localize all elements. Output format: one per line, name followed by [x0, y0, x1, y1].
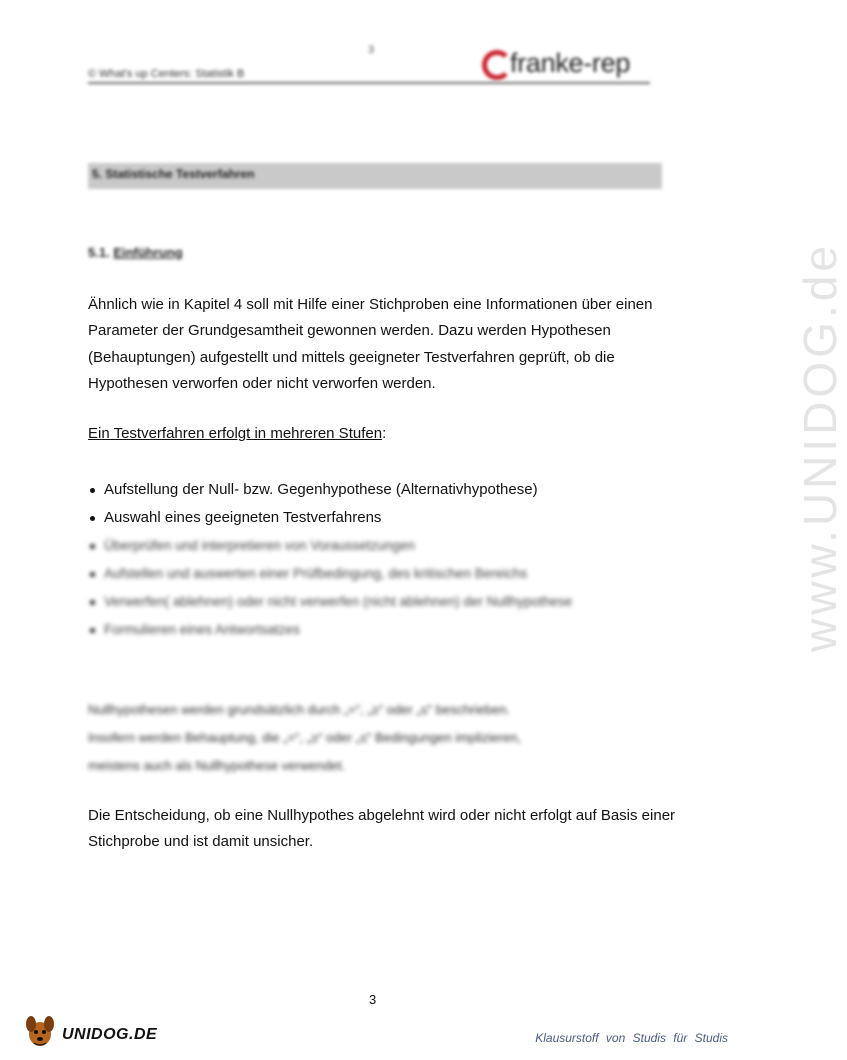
list-item-text: Überprüfen und interpretieren von Voraussetzungen: [104, 538, 415, 553]
list-item-text: Verwerfen( ablehnen) oder nicht verwerfen (nicht ablehnen) der Nullhypothese: [104, 594, 573, 609]
decision-paragraph: Die Entscheidung, ob eine Nullhypothes abgelehnt wird oder nicht erfolgt auf Basis einer Stichprobe und ist damit unsicher.: [88, 807, 676, 851]
stages-list: [88, 477, 572, 645]
paragraph-line: Insofern werden Behauptung, die „=“, „≥“ oder „≤“ Bedingungen implizieren,: [88, 730, 522, 745]
list-item-text: Auswahl eines geeigneten Testverfahrens: [104, 509, 382, 526]
bullet-icon: [90, 516, 95, 521]
list-item: [88, 477, 572, 505]
list-item: [88, 617, 572, 645]
list-item-text: Formulieren eines Antwortsatzes: [104, 622, 300, 637]
list-item: [88, 505, 572, 533]
stages-label-colon: :: [382, 425, 387, 442]
section-title: 5. Statistische Testverfahren: [92, 167, 255, 181]
footer-slogan: Klausurstoff von Studis für Studis: [535, 1031, 728, 1045]
paragraph-line: meistens auch als Nullhypothese verwendet.: [88, 758, 346, 773]
dog-icon: [24, 1014, 56, 1048]
subsection-heading: [88, 245, 183, 260]
null-hypothesis-paragraph: [88, 696, 648, 780]
list-item-text: Aufstellung der Null- bzw. Gegenhypothese (Alternativhypothese): [104, 481, 538, 498]
unidog-brand-text: UNIDOG.DE: [62, 1026, 158, 1043]
list-item: [88, 561, 572, 589]
bullet-icon: [90, 572, 95, 577]
logo-text: franke-rep: [510, 48, 631, 78]
header-copyright-text: © What's up Centers: Statistik B: [88, 68, 245, 80]
franke-rep-logo: [480, 48, 655, 84]
list-item: [88, 533, 572, 561]
list-item: [88, 589, 572, 617]
paragraph-line: Nullhypothesen werden grundsätzlich durch „=“, „≥“ oder „≤“ beschrieben.: [88, 702, 511, 717]
subsection-number: 5.1.: [88, 245, 110, 260]
page-number: 3: [369, 992, 377, 1007]
stages-label-text: Ein Testverfahren erfolgt in mehreren Stufen: [88, 425, 383, 442]
intro-paragraph: Ähnlich wie in Kapitel 4 soll mit Hilfe einer Stichproben eine Informationen über einen Parameter der Grundgesamtheit gewonnen werden. Dazu werden Hypothesen (Behauptungen) aufgestellt und mittels geeigneter Testverfahren geprüft, ob die Hypothesen verworfen oder nicht verworfen werden.: [88, 296, 653, 392]
unidog-logo: [22, 1012, 172, 1052]
bullet-icon: [90, 628, 95, 633]
bullet-icon: [90, 600, 95, 605]
stages-label: [88, 425, 386, 442]
section-heading-bar: [88, 163, 662, 189]
bullet-icon: [90, 544, 95, 549]
bullet-icon: [90, 488, 95, 493]
header-divider: [88, 82, 650, 84]
unidog-watermark: www.UNIDOG.de: [794, 242, 846, 652]
list-item-text: Aufstellen und auswerten einer Prüfbedingung, des kritischen Bereichs: [104, 566, 528, 581]
top-page-number: 3: [368, 44, 375, 56]
subsection-title: Einführung: [113, 245, 183, 260]
logo-c-icon: [482, 50, 512, 80]
